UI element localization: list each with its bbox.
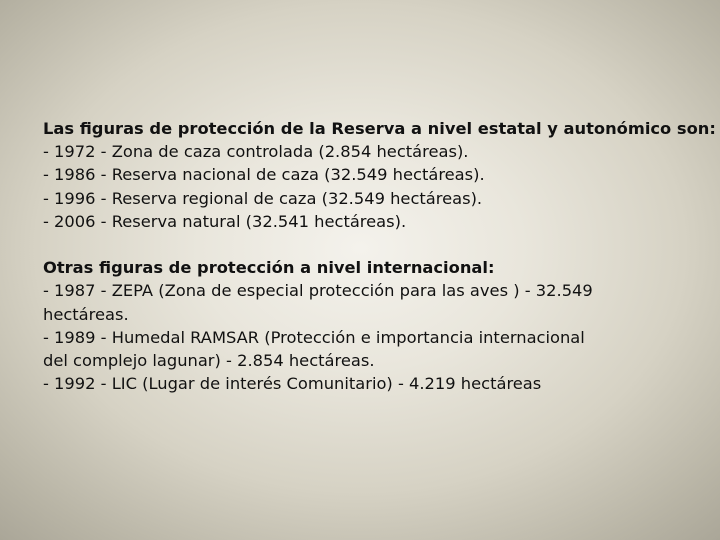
list-item: - 1986 - Reserva nacional de caza (32.549 hectáreas). [43,165,485,185]
list-item-line: del complejo lagunar) - 2.854 hectáreas. [43,351,375,371]
section-title-internacional: Otras figuras de protección a nivel internacional: [43,258,495,278]
section-spacer [43,233,703,256]
section-title-estatal: Las figuras de protección de la Reserva a nivel estatal y autonómico son: [43,119,716,138]
list-item-line: hectáreas. [43,304,129,324]
list-item-line: - 1987 - ZEPA (Zona de especial protección para las aves ) - 32.549 [43,281,593,301]
slide-text-body [43,117,716,395]
list-item: - 1972 - Zona de caza controlada (2.854 hectáreas). [43,142,469,162]
list-item-line: - 1992 - LIC (Lugar de interés Comunitario) - 4.219 hectáreas [43,374,542,394]
list-item-line: - 1989 - Humedal RAMSAR (Protección e importancia internacional [43,327,585,347]
list-item: - 2006 - Reserva natural (32.541 hectáreas). [43,211,407,231]
list-item: - 1996 - Reserva regional de caza (32.549 hectáreas). [43,188,483,208]
